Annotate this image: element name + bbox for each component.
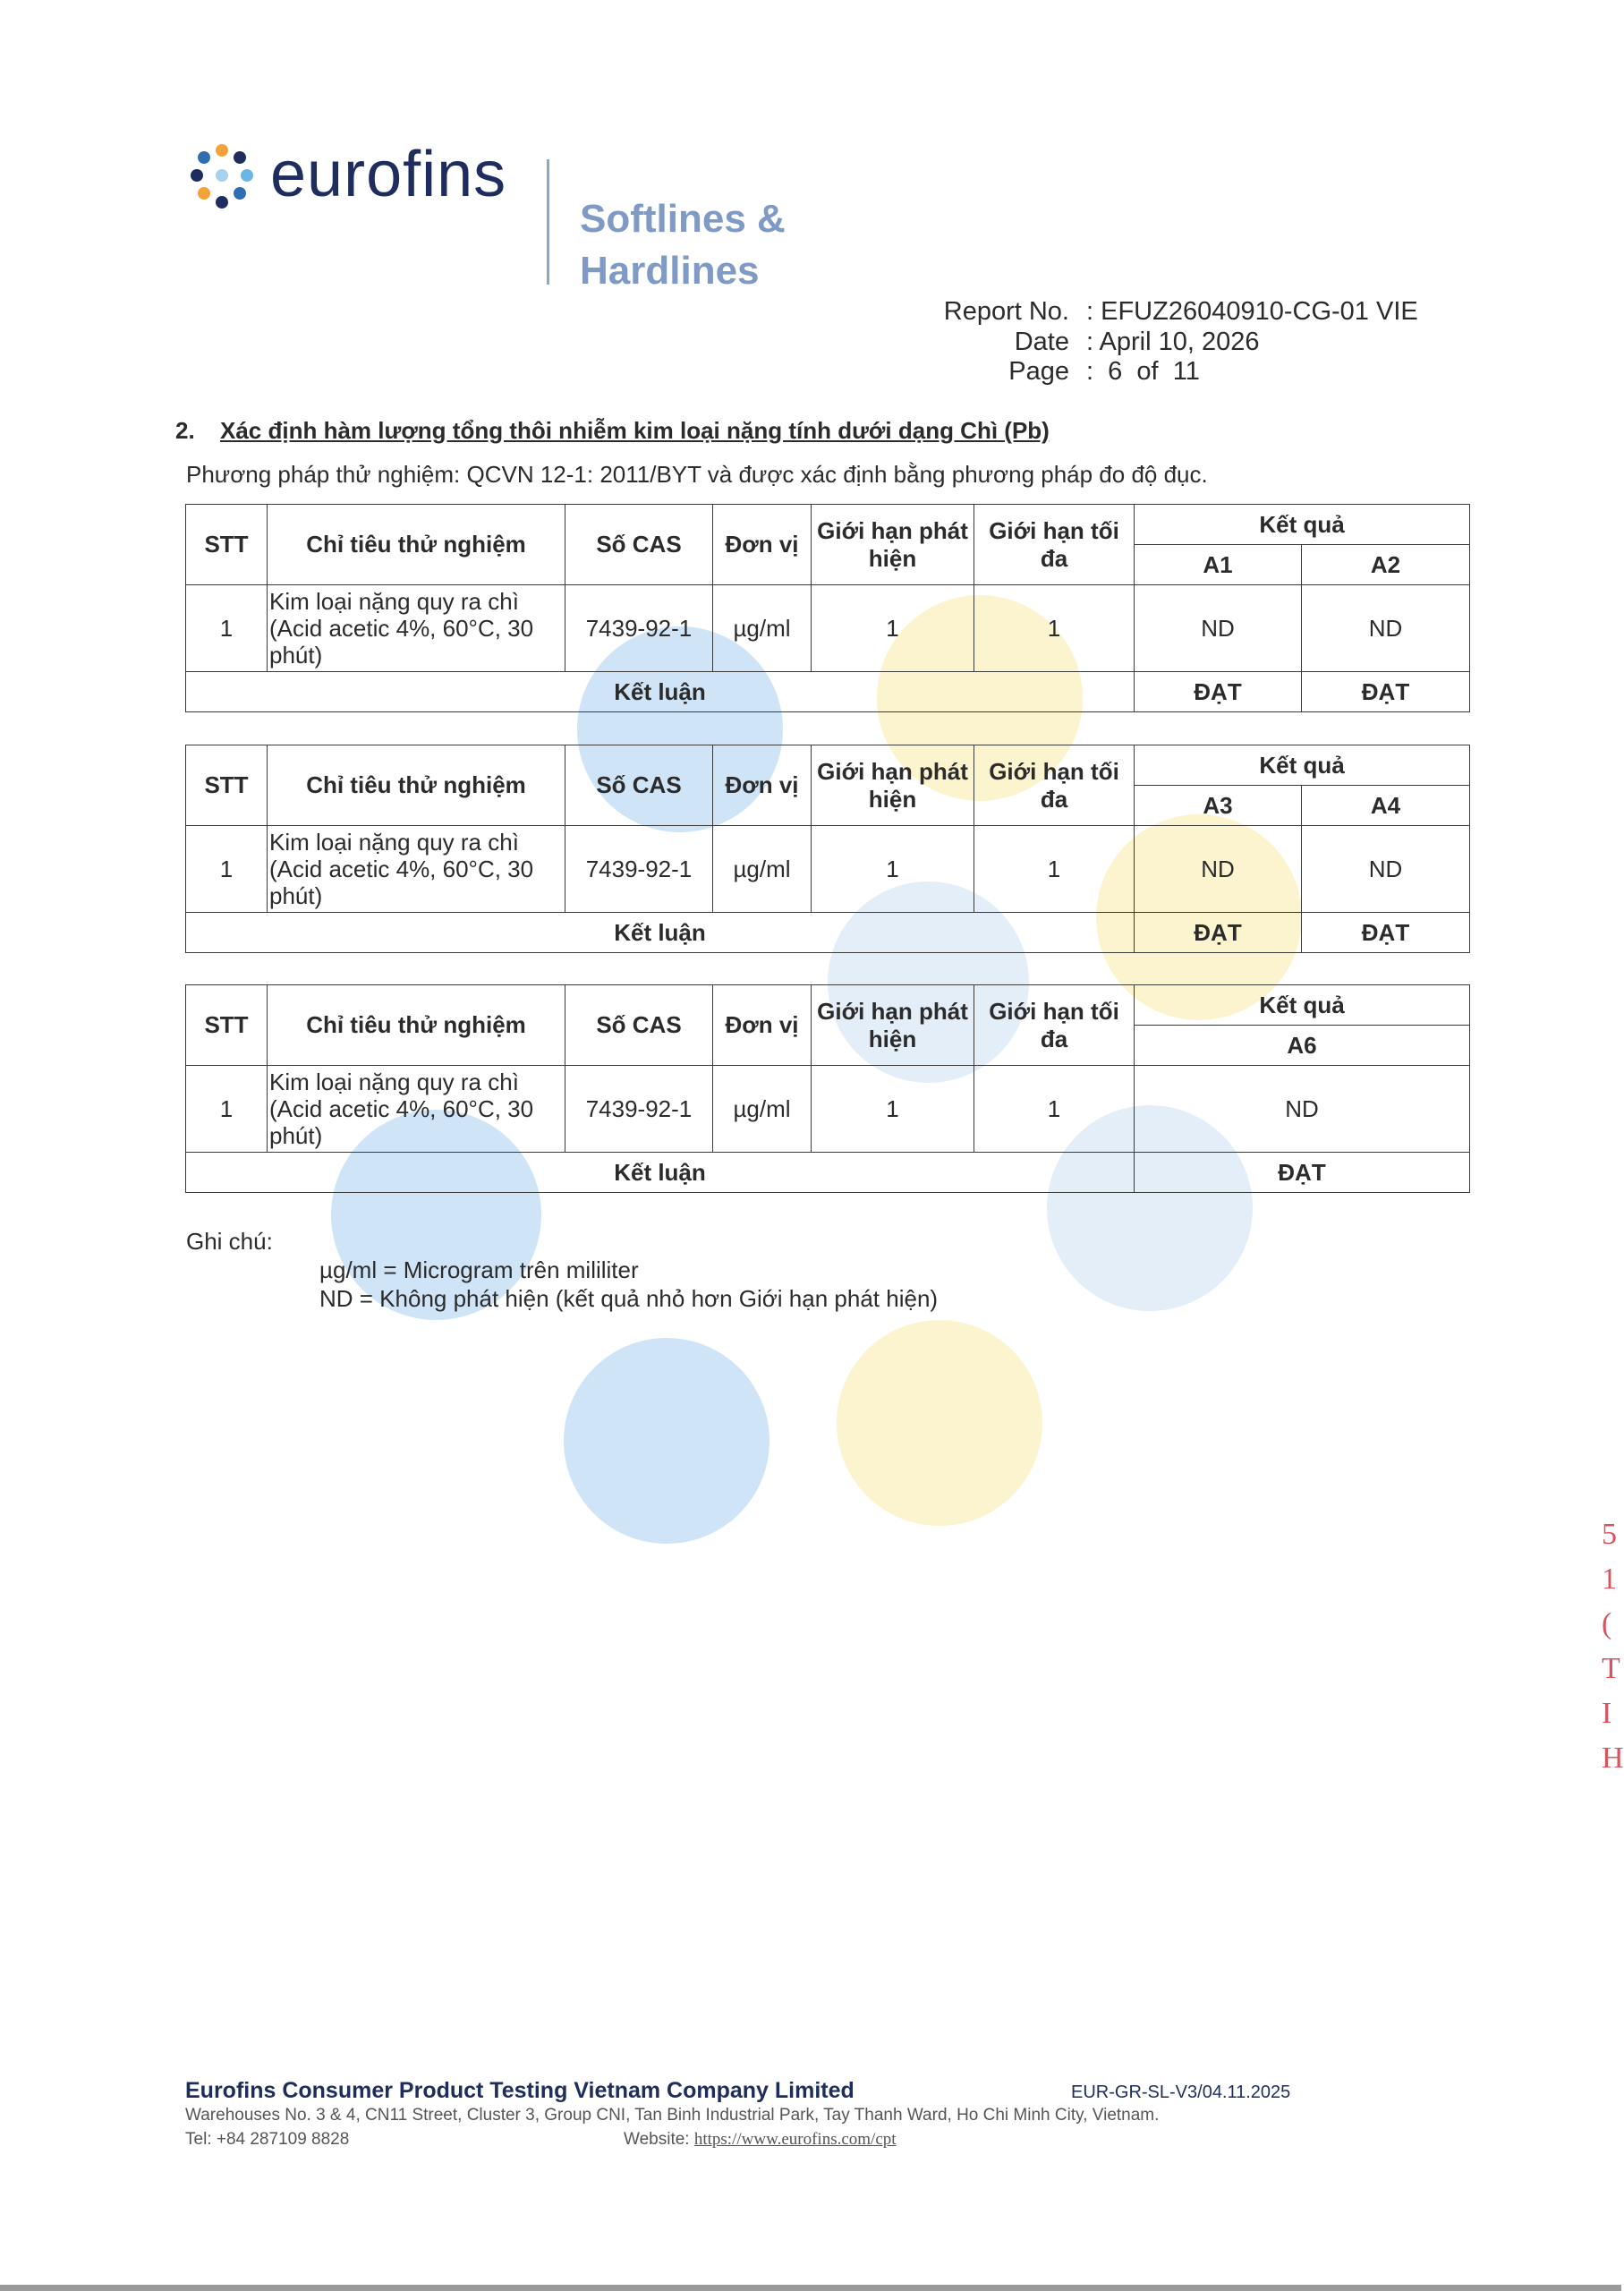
watermark-circle	[837, 1320, 1042, 1526]
conclusion-label: Kết luận	[186, 672, 1135, 712]
report-no-value: : EFUZ26040910-CG-01 VIE	[1086, 297, 1418, 326]
date-label: Date	[1014, 328, 1069, 356]
col-param: Chỉ tiêu thử nghiệm	[268, 745, 565, 826]
table-row	[186, 1066, 1470, 1153]
note-line: ND = Không phát hiện (kết quả nhỏ hơn Giới hạn phát hiện)	[319, 1285, 939, 1312]
cell-lod: 1	[812, 1066, 974, 1153]
col-result: Kết quả	[1135, 505, 1470, 545]
col-param: Chỉ tiêu thử nghiệm	[268, 505, 565, 585]
col-cas: Số CAS	[565, 745, 713, 826]
cell-cas: 7439-92-1	[565, 826, 713, 913]
col-param: Chỉ tiêu thử nghiệm	[268, 985, 565, 1066]
col-stt: STT	[186, 745, 268, 826]
col-cas: Số CAS	[565, 505, 713, 585]
date-value: : April 10, 2026	[1086, 328, 1260, 356]
footer-website-link[interactable]: https://www.eurofins.com/cpt	[693, 2130, 897, 2149]
footer-address: Warehouses No. 3 & 4, CN11 Street, Cluster 3, Group CNI, Tan Binh Industrial Park, Tay Thanh Ward, Ho Chi Minh City, Vietnam.	[185, 2106, 1160, 2125]
footer-tel: Tel: +84 287109 8828	[185, 2130, 350, 2149]
col-unit: Đơn vị	[713, 505, 812, 585]
stamp-fragment: 5 1 ( T I H	[1602, 1518, 1624, 1775]
col-result: Kết quả	[1135, 745, 1470, 786]
watermark-circle	[564, 1338, 769, 1544]
cell-param: Kim loại nặng quy ra chì (Acid acetic 4%, 60°C, 30 phút)	[268, 585, 565, 672]
cell-result: ND	[1302, 585, 1470, 672]
col-max: Giới hạn tối đa	[974, 745, 1135, 826]
test-method: Phương pháp thử nghiệm: QCVN 12-1: 2011/BYT và được xác định bằng phương pháp đo độ đục.	[186, 461, 1208, 488]
conclusion-value: ĐẠT	[1135, 913, 1302, 953]
scan-edge	[0, 2285, 1621, 2291]
cell-result: ND	[1135, 826, 1302, 913]
footer-website-label: Website:	[624, 2130, 690, 2149]
conclusion-value: ĐẠT	[1135, 1153, 1470, 1193]
cell-lod: 1	[812, 585, 974, 672]
col-unit: Đơn vị	[713, 985, 812, 1066]
table-row	[186, 585, 1470, 672]
col-result: Kết quả	[1135, 985, 1470, 1026]
section-number: 2.	[175, 417, 195, 444]
cell-cas: 7439-92-1	[565, 1066, 713, 1153]
table-row	[186, 826, 1470, 913]
col-unit: Đơn vị	[713, 745, 812, 826]
page-value: : 6 of 11	[1086, 357, 1200, 386]
cell-unit: µg/ml	[713, 585, 812, 672]
sample-header: A6	[1135, 1026, 1470, 1066]
report-no-label: Report No.	[943, 297, 1069, 326]
sample-header: A2	[1302, 545, 1470, 585]
cell-param: Kim loại nặng quy ra chì (Acid acetic 4%, 60°C, 30 phút)	[268, 826, 565, 913]
footer-company: Eurofins Consumer Product Testing Vietnam Company Limited	[185, 2078, 855, 2103]
footer-website	[624, 2130, 897, 2150]
logo-division	[580, 193, 786, 297]
cell-param: Kim loại nặng quy ra chì (Acid acetic 4%, 60°C, 30 phút)	[268, 1066, 565, 1153]
cell-unit: µg/ml	[713, 1066, 812, 1153]
cell-lod: 1	[812, 826, 974, 913]
notes-title: Ghi chú:	[186, 1228, 273, 1255]
cell-stt: 1	[186, 826, 268, 913]
logo-division-line2: Hardlines	[580, 249, 760, 293]
col-stt: STT	[186, 505, 268, 585]
result-table	[185, 504, 1470, 712]
logo-divider	[547, 159, 549, 285]
conclusion-label: Kết luận	[186, 1153, 1135, 1193]
col-cas: Số CAS	[565, 985, 713, 1066]
logo-division-line1: Softlines &	[580, 197, 786, 241]
cell-cas: 7439-92-1	[565, 585, 713, 672]
cell-max: 1	[974, 1066, 1135, 1153]
col-lod: Giới hạn phát hiện	[812, 505, 974, 585]
conclusion-value: ĐẠT	[1302, 913, 1470, 953]
conclusion-value: ĐẠT	[1302, 672, 1470, 712]
note-line: µg/ml = Microgram trên mililiter	[319, 1256, 639, 1283]
cell-result: ND	[1302, 826, 1470, 913]
cell-stt: 1	[186, 585, 268, 672]
result-table	[185, 745, 1470, 953]
report-header	[895, 297, 1521, 396]
sample-header: A1	[1135, 545, 1302, 585]
sample-header: A3	[1135, 786, 1302, 826]
section-title: Xác định hàm lượng tổng thôi nhiễm kim loại nặng tính dưới dạng Chì (Pb)	[220, 417, 1050, 444]
col-max: Giới hạn tối đa	[974, 505, 1135, 585]
cell-max: 1	[974, 826, 1135, 913]
cell-result: ND	[1135, 1066, 1470, 1153]
col-stt: STT	[186, 985, 268, 1066]
cell-stt: 1	[186, 1066, 268, 1153]
conclusion-label: Kết luận	[186, 913, 1135, 953]
col-lod: Giới hạn phát hiện	[812, 985, 974, 1066]
logo-dots-icon	[188, 143, 256, 211]
conclusion-value: ĐẠT	[1135, 672, 1302, 712]
result-table	[185, 984, 1470, 1193]
col-max: Giới hạn tối đa	[974, 985, 1135, 1066]
footer-form-code: EUR-GR-SL-V3/04.11.2025	[1071, 2082, 1291, 2102]
sample-header: A4	[1302, 786, 1470, 826]
cell-result: ND	[1135, 585, 1302, 672]
col-lod: Giới hạn phát hiện	[812, 745, 974, 826]
page-label: Page	[1008, 357, 1069, 386]
logo-wordmark: eurofins	[270, 139, 507, 210]
cell-max: 1	[974, 585, 1135, 672]
cell-unit: µg/ml	[713, 826, 812, 913]
